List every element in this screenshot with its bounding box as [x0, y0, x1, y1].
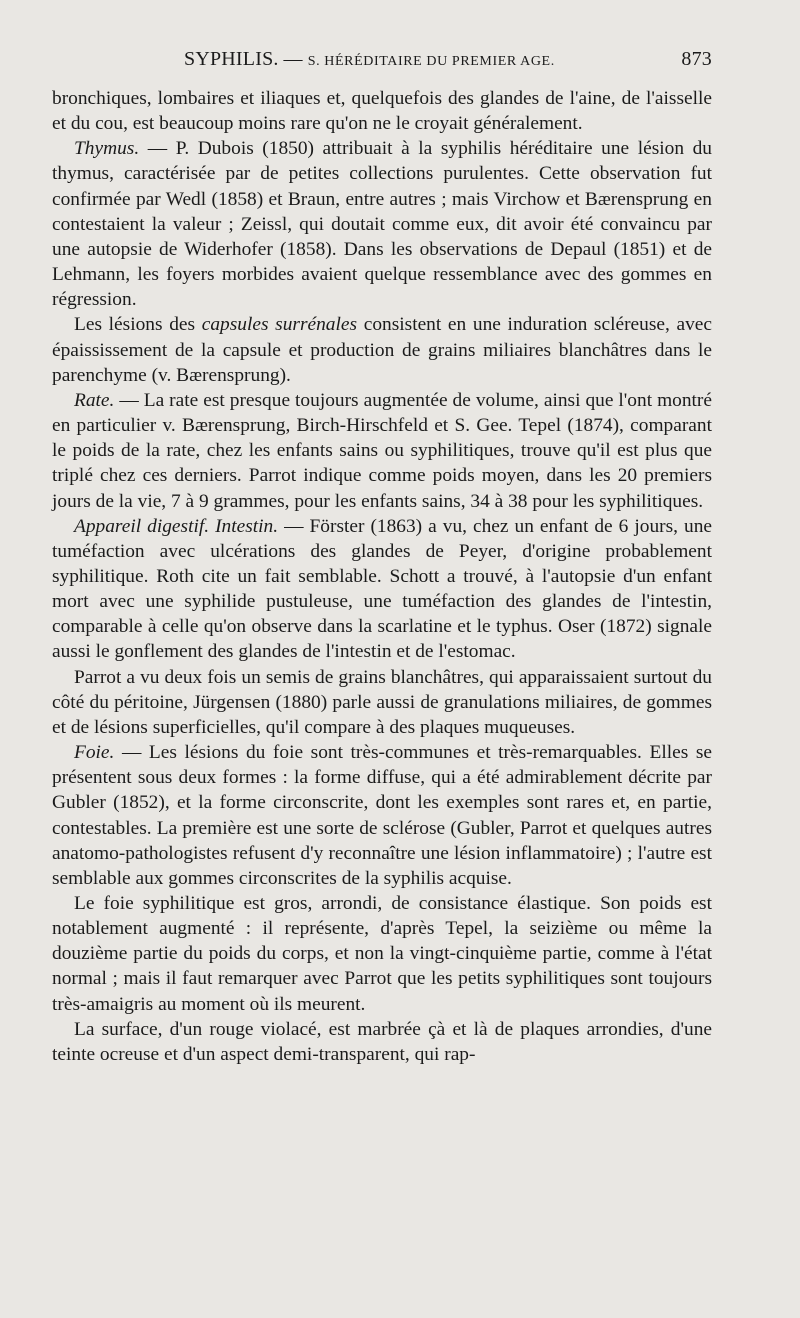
paragraph-text: Le foie syphilitique est gros, arrondi, de consistance élastique. Son poids est notablement augmenté : il représente, d'après Tepel, la seizième ou même la douzième partie du poids du corps, et non la vingt-cinquième partie, comme à l'état normal ; mais il faut remarquer avec Parrot que les petits syphilitiques sont toujours très-amaigris au moment où ils meurent.: [52, 893, 712, 1015]
section-lead-foie: Foie.: [74, 742, 115, 764]
paragraph-text: Les lésions des: [74, 314, 202, 336]
paragraph-capsules: [52, 312, 712, 387]
title-main: SYPHILIS.: [184, 48, 279, 70]
paragraph-surface: [52, 1017, 712, 1067]
paragraph-text: La surface, d'un rouge violacé, est marbrée çà et là de plaques arrondies, d'une teinte ocreuse et d'un aspect demi-transparent, qui rap-: [52, 1018, 712, 1065]
italic-term: capsules surrénales: [201, 314, 358, 336]
paragraph-text: — Les lésions du foie sont très-communes et très-remarquables. Elles se présentent sous deux formes : la forme diffuse, qui a été admirablement décrite par Gubler (1852), et la forme circonscrite, dont les exemples sont rares et, en partie, contestables. La première est une sorte de sclérose (Gubler, Parrot et quelques autres anatomo-pathologistes refusent d'y reconnaître une lésion inflammatoire) ; l'autre est semblable aux gommes circonscrites de la syphilis acquise.: [52, 742, 712, 889]
paragraph-text: — P. Dubois (1850) attribuait à la syphilis héréditaire une lésion du thymus, caractérisée par de petites collections purulentes. Cette observation fut confirmée par Wedl (1858) et Braun, entre autres ; mais Virchow et Bærensprung en contestaient la valeur ; Zeissl, qui doutait comme eux, dit avoir été convaincu par une autopsie de Widerhofer (1858). Dans les observations de Depaul (1851) et de Lehmann, les foyers morbides avaient quelque ressemblance avec des gommes en régression.: [52, 138, 712, 311]
section-lead-rate: Rate.: [74, 389, 115, 411]
paragraph-parrot: [52, 665, 712, 740]
title-sub: S. HÉRÉDITAIRE DU PREMIER AGE.: [307, 54, 555, 69]
paragraph-text: — La rate est presque toujours augmentée de volume, ainsi que l'ont montré en particulier v. Bærensprung, Birch-Hirschfeld et S. Gee. Tepel (1874), comparant le poids de la rate, chez les enfants sains ou syphilitiques, trouve qu'il est plus que triplé chez ces derniers. Parrot indique comme poids moyen, dans les 20 premiers jours de la vie, 7 à 9 grammes, pour les enfants sains, 34 à 38 pour les syphilitiques.: [52, 389, 712, 512]
section-lead-intestin: Appareil digestif. Intestin.: [74, 515, 279, 537]
body-text: [52, 86, 712, 1067]
paragraph-foie: [52, 740, 712, 891]
running-title: [184, 48, 555, 71]
page-number: 873: [681, 48, 712, 70]
paragraph-1: [52, 86, 712, 136]
paragraph-thymus: [52, 136, 712, 312]
paragraph-foie-syphilitique: [52, 891, 712, 1017]
paragraph-text: Parrot a vu deux fois un semis de grains blanchâtres, qui apparaissaient surtout du côté du péritoine, Jürgensen (1880) parle aussi de granulations miliaires, de gommes et de lésions superficielles, qu'il compare à des plaques muqueuses.: [52, 666, 712, 738]
paragraph-intestin: [52, 514, 712, 665]
paragraph-text: — Förster (1863) a vu, chez un enfant de 6 jours, une tuméfaction avec ulcérations des glandes de Peyer, d'origine probablement syphilitique. Roth cite un fait semblable. Schott a trouvé, à l'autopsie d'un enfant mort avec une syphilide pustuleuse, une tuméfaction des glandes de l'intestin, comparable à celle qu'on observe dans la scarlatine et le typhus. Oser (1872) signale aussi le gonflement des glandes de l'intestin et de l'estomac.: [52, 515, 712, 663]
section-lead-thymus: Thymus.: [74, 138, 140, 160]
running-header: [52, 48, 712, 78]
paragraph-text: bronchiques, lombaires et iliaques et, quelquefois des glandes de l'aine, de l'aisselle et du cou, est beaucoup moins rare qu'on ne le croyait généralement.: [52, 88, 712, 135]
title-dash: —: [283, 49, 303, 70]
paragraph-rate: [52, 388, 712, 514]
paragraph-text: consistent en une induration scléreuse, avec épaississement de la capsule et production de grains miliaires blanchâtres dans le parenchyme (v. Bærensprung).: [52, 314, 713, 386]
